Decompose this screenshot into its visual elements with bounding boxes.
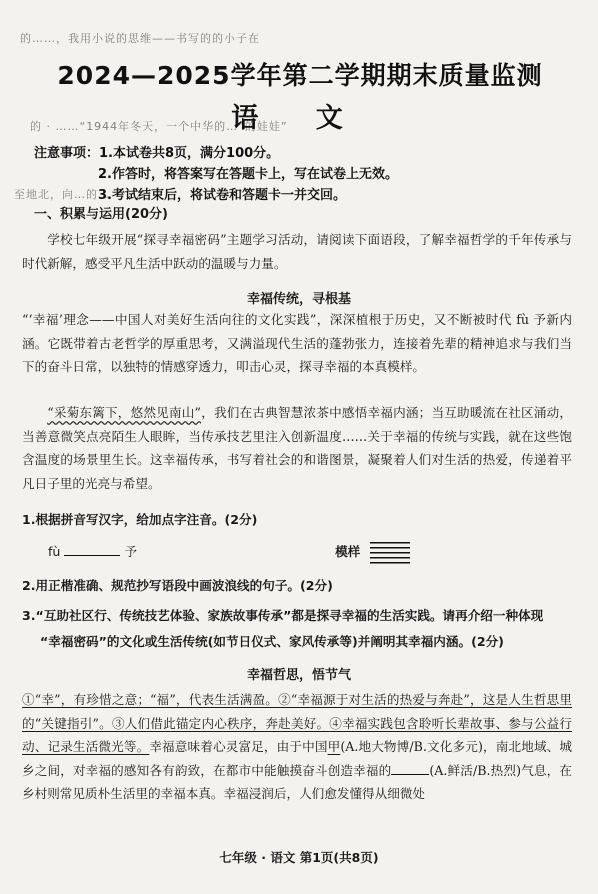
answer-blank-jia[interactable]: 甲 [327,739,341,754]
passage-paragraph: “‘幸福’理念——中国人对美好生活向往的文化实践”，深深植根于历史，又不断被时代 fù 予新内涵。它既带着古老哲学的厚重思考，又满溢现代生活的蓬勃张力，连接着先辈的精神追求与我们当下的奋斗日常，以独特的情感穿透力，叩击心灵，探寻幸福的本真模样。 [22,312,572,374]
target-word: 模样 [335,544,361,559]
sentence-4: ④幸福实践包含聆听长辈故事、参与公益行动、记录生活微光等。 [22,715,572,754]
subsection-heading: 幸福哲思，悟节气 [246,668,351,683]
section-intro: 学校七年级开展“探寻幸福密码”主题学习活动，请阅读下面语段，了解幸福哲学的千年传承与时代新解，感受平凡生活中跃动的温暖与力量。 [22,232,572,271]
answer-blank[interactable] [64,541,120,556]
subject-title: 语 文 [231,103,367,134]
passage-text: (A.地大物博/B.文化多元)，南北地域、城乡之间，对幸福的感知各有韵致，在都市中能触摸奋斗创造幸福的 [22,739,572,778]
question-2: 2.用正楷准确、规范抄写语段中画波浪线的句子。(2分) [22,578,333,593]
notice-item: 3.考试结束后，将试卷和答题卡一并交回。 [98,188,346,203]
passage-text: 幸福意味着心灵富足，由于中国 [149,739,328,754]
wavy-underlined-quote: “采菊东篱下，悠然见南山” [47,405,201,420]
notice-item: 2.作答时，将答案写在答题卡上，写在试卷上无效。 [98,167,398,182]
question-1-answer-row [48,540,598,564]
pinyin-label: fù [48,544,61,559]
bleed-through-text: 至地北，向…的… [14,188,110,201]
bleed-through-text: 的……，我用小说的思维——书写的的小子在 [20,32,260,45]
sentence-1: ①“幸”，有珍惜之意；“福”，代表生活满盈。 [22,692,279,707]
sentence-3: ③人们借此锚定内心秩序，奔赴美好。 [111,715,330,731]
notice-item: 1.本试卷共8页，满分100分。 [99,146,280,161]
passage-text: (A.鲜活/B.热烈)气息，在乡村则常见质朴生活里的幸福本真。幸福浸润后，人们愈发懂得从细微处 [22,762,573,801]
notice-line-1 [34,142,279,161]
question-3-line-1: 3.“互助社区行、传统技艺体验、家族故事传承”都是探寻幸福的生活实践。请再介绍一种体现 [22,608,544,623]
answer-lines[interactable] [370,542,410,564]
hanzi-label: 予 [124,544,138,559]
question-1: 1.根据拼音写汉字，给加点字注音。(2分) [22,512,258,527]
exam-title: 2024—2025学年第二学期期末质量监测 [57,61,543,90]
answer-blank[interactable] [391,760,429,775]
sentence-2: ②“幸福源于对生活的热爱与奔赴”，这是人生哲思里的“关键指引”。 [22,692,572,731]
question-3-line-2: “幸福密码”的文化或生活传统(如节日仪式、家风传承等)并阐明其幸福内涵。(2分) [40,634,504,649]
page-footer: 七年级 · 语文 第1页(共8页) [219,850,379,865]
passage-paragraph [22,688,572,806]
passage-text: ，我们在古典智慧浓茶中感悟幸福内涵；当互助暖流在社区涌动，当善意微笑点亮陌生人眼眸，当传承技艺里注入创新温度……关于幸福的传统与实践，就在这些饱含温度的场景里生长。这幸福传承，书写着社会的和谐图景，凝聚着人们对生活的热爱，传递着平凡日子里的光亮与希望。 [22,405,572,491]
notice-label: 注意事项： [34,146,100,161]
bleed-through-text: 的 · ……“1944年冬天，一个中华的…“的娃娃” [30,120,288,133]
subsection-heading: 幸福传统，寻根基 [246,292,351,307]
section-heading: 一、积累与运用(20分) [34,207,168,222]
passage-paragraph [22,401,572,495]
